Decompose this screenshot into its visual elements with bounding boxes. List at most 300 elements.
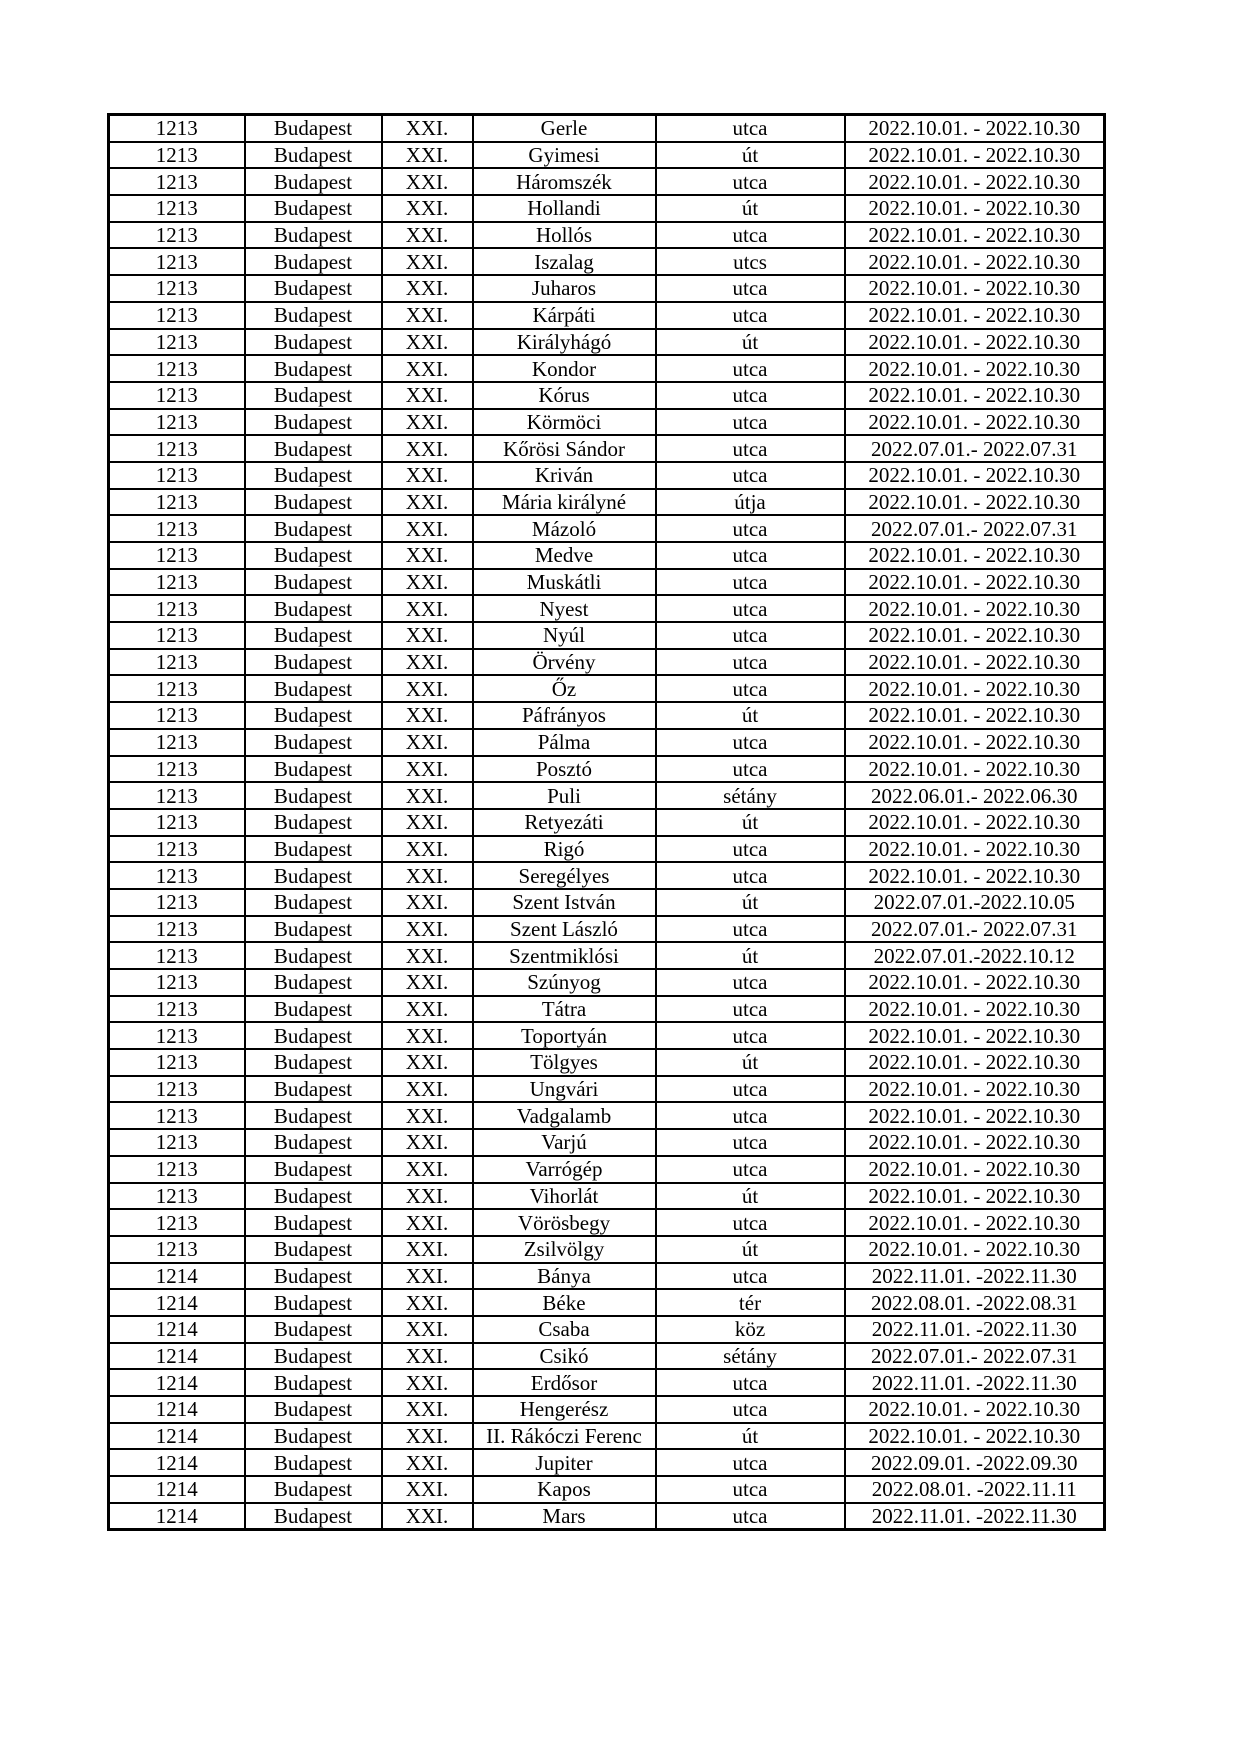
table-row — [109, 1449, 1105, 1476]
district-cell: XXI. — [382, 836, 473, 863]
table-body — [109, 115, 1105, 1530]
postal-code-cell: 1213 — [109, 996, 245, 1023]
table-row — [109, 542, 1105, 569]
table-row — [109, 409, 1105, 436]
table-row — [109, 916, 1105, 943]
district-cell: XXI. — [382, 1076, 473, 1103]
date-range-cell: 2022.10.01. - 2022.10.30 — [845, 222, 1105, 249]
street-type-cell: utca — [656, 675, 845, 702]
district-cell: XXI. — [382, 382, 473, 409]
district-cell: XXI. — [382, 1449, 473, 1476]
street-name-cell: Mars — [473, 1503, 656, 1530]
date-range-cell: 2022.08.01. -2022.11.11 — [845, 1476, 1105, 1503]
postal-code-cell: 1213 — [109, 195, 245, 222]
date-range-cell: 2022.07.01.- 2022.07.31 — [845, 1343, 1105, 1370]
city-cell: Budapest — [245, 409, 382, 436]
district-cell: XXI. — [382, 515, 473, 542]
postal-code-cell: 1213 — [109, 462, 245, 489]
date-range-cell: 2022.10.01. - 2022.10.30 — [845, 275, 1105, 302]
postal-code-cell: 1213 — [109, 1129, 245, 1156]
street-name-cell: Nyúl — [473, 622, 656, 649]
street-name-cell: Örvény — [473, 649, 656, 676]
postal-code-cell: 1213 — [109, 115, 245, 142]
city-cell: Budapest — [245, 1423, 382, 1450]
postal-code-cell: 1213 — [109, 1022, 245, 1049]
district-cell: XXI. — [382, 916, 473, 943]
street-type-cell: utca — [656, 435, 845, 462]
city-cell: Budapest — [245, 1022, 382, 1049]
table-row — [109, 595, 1105, 622]
city-cell: Budapest — [245, 382, 382, 409]
postal-code-cell: 1213 — [109, 168, 245, 195]
street-name-cell: Páfrányos — [473, 702, 656, 729]
district-cell: XXI. — [382, 489, 473, 516]
table-row — [109, 1102, 1105, 1129]
district-cell: XXI. — [382, 1396, 473, 1423]
street-type-cell: út — [656, 889, 845, 916]
district-cell: XXI. — [382, 782, 473, 809]
district-cell: XXI. — [382, 756, 473, 783]
street-type-cell: útja — [656, 489, 845, 516]
postal-code-cell: 1213 — [109, 275, 245, 302]
district-cell: XXI. — [382, 675, 473, 702]
street-type-cell: út — [656, 1049, 845, 1076]
street-type-cell: út — [656, 1423, 845, 1450]
district-cell: XXI. — [382, 1236, 473, 1263]
city-cell: Budapest — [245, 569, 382, 596]
postal-code-cell: 1214 — [109, 1396, 245, 1423]
street-name-cell: Béke — [473, 1289, 656, 1316]
date-range-cell: 2022.08.01. -2022.08.31 — [845, 1289, 1105, 1316]
postal-code-cell: 1213 — [109, 382, 245, 409]
postal-code-cell: 1213 — [109, 1209, 245, 1236]
street-type-cell: utca — [656, 916, 845, 943]
date-range-cell: 2022.10.01. - 2022.10.30 — [845, 115, 1105, 142]
table-row — [109, 996, 1105, 1023]
date-range-cell: 2022.10.01. - 2022.10.30 — [845, 702, 1105, 729]
district-cell: XXI. — [382, 1183, 473, 1210]
district-cell: XXI. — [382, 222, 473, 249]
table-row — [109, 489, 1105, 516]
postal-code-cell: 1213 — [109, 809, 245, 836]
city-cell: Budapest — [245, 142, 382, 169]
city-cell: Budapest — [245, 862, 382, 889]
date-range-cell: 2022.10.01. - 2022.10.30 — [845, 1423, 1105, 1450]
city-cell: Budapest — [245, 302, 382, 329]
city-cell: Budapest — [245, 1396, 382, 1423]
date-range-cell: 2022.10.01. - 2022.10.30 — [845, 382, 1105, 409]
street-name-cell: Seregélyes — [473, 862, 656, 889]
date-range-cell: 2022.07.01.- 2022.07.31 — [845, 435, 1105, 462]
street-name-cell: Toportyán — [473, 1022, 656, 1049]
city-cell: Budapest — [245, 1183, 382, 1210]
date-range-cell: 2022.10.01. - 2022.10.30 — [845, 809, 1105, 836]
postal-code-cell: 1213 — [109, 1049, 245, 1076]
postal-code-cell: 1213 — [109, 1156, 245, 1183]
city-cell: Budapest — [245, 649, 382, 676]
date-range-cell: 2022.10.01. - 2022.10.30 — [845, 142, 1105, 169]
street-type-cell: utca — [656, 542, 845, 569]
city-cell: Budapest — [245, 729, 382, 756]
city-cell: Budapest — [245, 195, 382, 222]
city-cell: Budapest — [245, 996, 382, 1023]
street-name-cell: Kárpáti — [473, 302, 656, 329]
street-name-cell: Vadgalamb — [473, 1102, 656, 1129]
table-row — [109, 275, 1105, 302]
date-range-cell: 2022.10.01. - 2022.10.30 — [845, 1102, 1105, 1129]
street-type-cell: utca — [656, 1263, 845, 1290]
city-cell: Budapest — [245, 462, 382, 489]
street-type-cell: utca — [656, 355, 845, 382]
street-type-cell: utca — [656, 862, 845, 889]
district-cell: XXI. — [382, 462, 473, 489]
table-row — [109, 1156, 1105, 1183]
table-row — [109, 382, 1105, 409]
street-type-cell: út — [656, 1236, 845, 1263]
street-type-cell: utca — [656, 275, 845, 302]
street-name-cell: Ungvári — [473, 1076, 656, 1103]
city-cell: Budapest — [245, 782, 382, 809]
street-name-cell: Mázoló — [473, 515, 656, 542]
district-cell: XXI. — [382, 595, 473, 622]
street-type-cell: utca — [656, 409, 845, 436]
date-range-cell: 2022.10.01. - 2022.10.30 — [845, 675, 1105, 702]
district-cell: XXI. — [382, 729, 473, 756]
city-cell: Budapest — [245, 489, 382, 516]
table-row — [109, 1369, 1105, 1396]
table-row — [109, 1396, 1105, 1423]
city-cell: Budapest — [245, 916, 382, 943]
city-cell: Budapest — [245, 1369, 382, 1396]
district-cell: XXI. — [382, 302, 473, 329]
district-cell: XXI. — [382, 168, 473, 195]
district-cell: XXI. — [382, 115, 473, 142]
postal-code-cell: 1213 — [109, 302, 245, 329]
postal-code-cell: 1213 — [109, 702, 245, 729]
date-range-cell: 2022.10.01. - 2022.10.30 — [845, 862, 1105, 889]
postal-code-cell: 1213 — [109, 569, 245, 596]
city-cell: Budapest — [245, 542, 382, 569]
street-name-cell: Csaba — [473, 1316, 656, 1343]
postal-code-cell: 1213 — [109, 836, 245, 863]
street-type-cell: köz — [656, 1316, 845, 1343]
street-name-cell: Tölgyes — [473, 1049, 656, 1076]
street-type-cell: utca — [656, 115, 845, 142]
city-cell: Budapest — [245, 1476, 382, 1503]
date-range-cell: 2022.10.01. - 2022.10.30 — [845, 836, 1105, 863]
street-name-cell: Körmöci — [473, 409, 656, 436]
postal-code-cell: 1213 — [109, 1183, 245, 1210]
table-row — [109, 1209, 1105, 1236]
street-type-cell: utca — [656, 1449, 845, 1476]
city-cell: Budapest — [245, 809, 382, 836]
street-type-cell: utca — [656, 168, 845, 195]
city-cell: Budapest — [245, 1076, 382, 1103]
street-type-cell: utca — [656, 969, 845, 996]
street-type-cell: utca — [656, 649, 845, 676]
city-cell: Budapest — [245, 969, 382, 996]
city-cell: Budapest — [245, 435, 382, 462]
city-cell: Budapest — [245, 1236, 382, 1263]
postal-code-cell: 1213 — [109, 622, 245, 649]
postal-code-cell: 1213 — [109, 329, 245, 356]
district-cell: XXI. — [382, 1022, 473, 1049]
postal-code-cell: 1214 — [109, 1449, 245, 1476]
district-cell: XXI. — [382, 1476, 473, 1503]
postal-code-cell: 1213 — [109, 409, 245, 436]
date-range-cell: 2022.10.01. - 2022.10.30 — [845, 248, 1105, 275]
street-name-cell: Iszalag — [473, 248, 656, 275]
table-row — [109, 729, 1105, 756]
street-type-cell: utca — [656, 836, 845, 863]
district-cell: XXI. — [382, 1049, 473, 1076]
street-type-cell: utca — [656, 1102, 845, 1129]
district-cell: XXI. — [382, 996, 473, 1023]
city-cell: Budapest — [245, 942, 382, 969]
street-type-cell: utcs — [656, 248, 845, 275]
street-type-cell: utca — [656, 1209, 845, 1236]
date-range-cell: 2022.10.01. - 2022.10.30 — [845, 569, 1105, 596]
date-range-cell: 2022.07.01.-2022.10.12 — [845, 942, 1105, 969]
district-cell: XXI. — [382, 889, 473, 916]
table-row — [109, 702, 1105, 729]
date-range-cell: 2022.11.01. -2022.11.30 — [845, 1316, 1105, 1343]
date-range-cell: 2022.10.01. - 2022.10.30 — [845, 1022, 1105, 1049]
postal-code-cell: 1213 — [109, 1236, 245, 1263]
street-name-cell: Őz — [473, 675, 656, 702]
postal-code-cell: 1213 — [109, 862, 245, 889]
postal-code-cell: 1213 — [109, 675, 245, 702]
district-cell: XXI. — [382, 542, 473, 569]
postal-code-cell: 1213 — [109, 889, 245, 916]
postal-code-cell: 1213 — [109, 489, 245, 516]
district-cell: XXI. — [382, 1316, 473, 1343]
city-cell: Budapest — [245, 1503, 382, 1530]
table-row — [109, 515, 1105, 542]
district-cell: XXI. — [382, 1129, 473, 1156]
postal-code-cell: 1213 — [109, 355, 245, 382]
street-name-cell: Kondor — [473, 355, 656, 382]
city-cell: Budapest — [245, 355, 382, 382]
postal-code-cell: 1213 — [109, 435, 245, 462]
street-schedule-table — [107, 113, 1106, 1531]
street-name-cell: Szent István — [473, 889, 656, 916]
street-name-cell: Szúnyog — [473, 969, 656, 996]
postal-code-cell: 1214 — [109, 1423, 245, 1450]
table-row — [109, 248, 1105, 275]
date-range-cell: 2022.10.01. - 2022.10.30 — [845, 1156, 1105, 1183]
date-range-cell: 2022.10.01. - 2022.10.30 — [845, 729, 1105, 756]
street-type-cell: utca — [656, 595, 845, 622]
date-range-cell: 2022.10.01. - 2022.10.30 — [845, 1049, 1105, 1076]
street-type-cell: utca — [656, 1022, 845, 1049]
district-cell: XXI. — [382, 1156, 473, 1183]
city-cell: Budapest — [245, 115, 382, 142]
postal-code-cell: 1213 — [109, 248, 245, 275]
district-cell: XXI. — [382, 1289, 473, 1316]
city-cell: Budapest — [245, 248, 382, 275]
date-range-cell: 2022.10.01. - 2022.10.30 — [845, 969, 1105, 996]
street-name-cell: Jupiter — [473, 1449, 656, 1476]
postal-code-cell: 1213 — [109, 649, 245, 676]
postal-code-cell: 1213 — [109, 969, 245, 996]
city-cell: Budapest — [245, 1129, 382, 1156]
street-name-cell: Bánya — [473, 1263, 656, 1290]
street-name-cell: Nyest — [473, 595, 656, 622]
table-row — [109, 1476, 1105, 1503]
postal-code-cell: 1214 — [109, 1289, 245, 1316]
date-range-cell: 2022.10.01. - 2022.10.30 — [845, 1183, 1105, 1210]
table-row — [109, 756, 1105, 783]
street-name-cell: Kriván — [473, 462, 656, 489]
date-range-cell: 2022.10.01. - 2022.10.30 — [845, 1236, 1105, 1263]
street-name-cell: Vörösbegy — [473, 1209, 656, 1236]
date-range-cell: 2022.10.01. - 2022.10.30 — [845, 195, 1105, 222]
city-cell: Budapest — [245, 1289, 382, 1316]
date-range-cell: 2022.07.01.- 2022.07.31 — [845, 515, 1105, 542]
city-cell: Budapest — [245, 1343, 382, 1370]
street-type-cell: utca — [656, 569, 845, 596]
street-type-cell: út — [656, 1183, 845, 1210]
street-name-cell: Kapos — [473, 1476, 656, 1503]
street-name-cell: II. Rákóczi Ferenc — [473, 1423, 656, 1450]
city-cell: Budapest — [245, 1449, 382, 1476]
street-name-cell: Szent László — [473, 916, 656, 943]
street-name-cell: Gyimesi — [473, 142, 656, 169]
district-cell: XXI. — [382, 1263, 473, 1290]
date-range-cell: 2022.10.01. - 2022.10.30 — [845, 756, 1105, 783]
postal-code-cell: 1213 — [109, 782, 245, 809]
street-name-cell: Hollandi — [473, 195, 656, 222]
city-cell: Budapest — [245, 622, 382, 649]
street-type-cell: utca — [656, 729, 845, 756]
street-name-cell: Háromszék — [473, 168, 656, 195]
date-range-cell: 2022.10.01. - 2022.10.30 — [845, 329, 1105, 356]
street-type-cell: utca — [656, 1476, 845, 1503]
table-row — [109, 1263, 1105, 1290]
postal-code-cell: 1213 — [109, 222, 245, 249]
street-type-cell: utca — [656, 1156, 845, 1183]
street-name-cell: Kórus — [473, 382, 656, 409]
date-range-cell: 2022.10.01. - 2022.10.30 — [845, 462, 1105, 489]
postal-code-cell: 1214 — [109, 1503, 245, 1530]
table-row — [109, 1129, 1105, 1156]
city-cell: Budapest — [245, 1209, 382, 1236]
street-name-cell: Posztó — [473, 756, 656, 783]
street-type-cell: utca — [656, 1369, 845, 1396]
street-name-cell: Kőrösi Sándor — [473, 435, 656, 462]
table-row — [109, 782, 1105, 809]
table-row — [109, 675, 1105, 702]
table-row — [109, 195, 1105, 222]
city-cell: Budapest — [245, 836, 382, 863]
table-row — [109, 836, 1105, 863]
table-row — [109, 809, 1105, 836]
date-range-cell: 2022.10.01. - 2022.10.30 — [845, 168, 1105, 195]
district-cell: XXI. — [382, 1423, 473, 1450]
city-cell: Budapest — [245, 329, 382, 356]
district-cell: XXI. — [382, 942, 473, 969]
street-name-cell: Muskátli — [473, 569, 656, 596]
postal-code-cell: 1213 — [109, 542, 245, 569]
postal-code-cell: 1213 — [109, 942, 245, 969]
table-row — [109, 1076, 1105, 1103]
date-range-cell: 2022.07.01.- 2022.07.31 — [845, 916, 1105, 943]
street-type-cell: sétány — [656, 1343, 845, 1370]
table-row — [109, 1503, 1105, 1530]
table-row — [109, 1183, 1105, 1210]
district-cell: XXI. — [382, 329, 473, 356]
date-range-cell: 2022.11.01. -2022.11.30 — [845, 1503, 1105, 1530]
postal-code-cell: 1213 — [109, 142, 245, 169]
street-type-cell: utca — [656, 1503, 845, 1530]
table-row — [109, 1022, 1105, 1049]
table-row — [109, 969, 1105, 996]
postal-code-cell: 1214 — [109, 1476, 245, 1503]
street-name-cell: Varjú — [473, 1129, 656, 1156]
street-type-cell: utca — [656, 1129, 845, 1156]
street-name-cell: Hollós — [473, 222, 656, 249]
street-type-cell: utca — [656, 1396, 845, 1423]
table-row — [109, 862, 1105, 889]
table-row — [109, 222, 1105, 249]
city-cell: Budapest — [245, 515, 382, 542]
street-name-cell: Csikó — [473, 1343, 656, 1370]
table-row — [109, 569, 1105, 596]
table-row — [109, 622, 1105, 649]
street-name-cell: Gerle — [473, 115, 656, 142]
postal-code-cell: 1214 — [109, 1369, 245, 1396]
city-cell: Budapest — [245, 168, 382, 195]
street-type-cell: utca — [656, 222, 845, 249]
street-type-cell: út — [656, 329, 845, 356]
date-range-cell: 2022.10.01. - 2022.10.30 — [845, 302, 1105, 329]
city-cell: Budapest — [245, 222, 382, 249]
street-type-cell: út — [656, 195, 845, 222]
table-row — [109, 355, 1105, 382]
postal-code-cell: 1213 — [109, 916, 245, 943]
district-cell: XXI. — [382, 409, 473, 436]
district-cell: XXI. — [382, 435, 473, 462]
date-range-cell: 2022.10.01. - 2022.10.30 — [845, 1129, 1105, 1156]
district-cell: XXI. — [382, 355, 473, 382]
postal-code-cell: 1213 — [109, 1102, 245, 1129]
date-range-cell: 2022.10.01. - 2022.10.30 — [845, 649, 1105, 676]
street-name-cell: Juharos — [473, 275, 656, 302]
table-row — [109, 435, 1105, 462]
table-row — [109, 462, 1105, 489]
table-row — [109, 115, 1105, 142]
street-type-cell: út — [656, 142, 845, 169]
district-cell: XXI. — [382, 969, 473, 996]
city-cell: Budapest — [245, 595, 382, 622]
table-row — [109, 649, 1105, 676]
postal-code-cell: 1213 — [109, 756, 245, 783]
district-cell: XXI. — [382, 649, 473, 676]
city-cell: Budapest — [245, 756, 382, 783]
street-type-cell: utca — [656, 996, 845, 1023]
date-range-cell: 2022.10.01. - 2022.10.30 — [845, 542, 1105, 569]
date-range-cell: 2022.10.01. - 2022.10.30 — [845, 996, 1105, 1023]
city-cell: Budapest — [245, 702, 382, 729]
table-row — [109, 302, 1105, 329]
district-cell: XXI. — [382, 1503, 473, 1530]
postal-code-cell: 1213 — [109, 1076, 245, 1103]
table-row — [109, 942, 1105, 969]
date-range-cell: 2022.10.01. - 2022.10.30 — [845, 1396, 1105, 1423]
district-cell: XXI. — [382, 702, 473, 729]
city-cell: Budapest — [245, 1102, 382, 1129]
